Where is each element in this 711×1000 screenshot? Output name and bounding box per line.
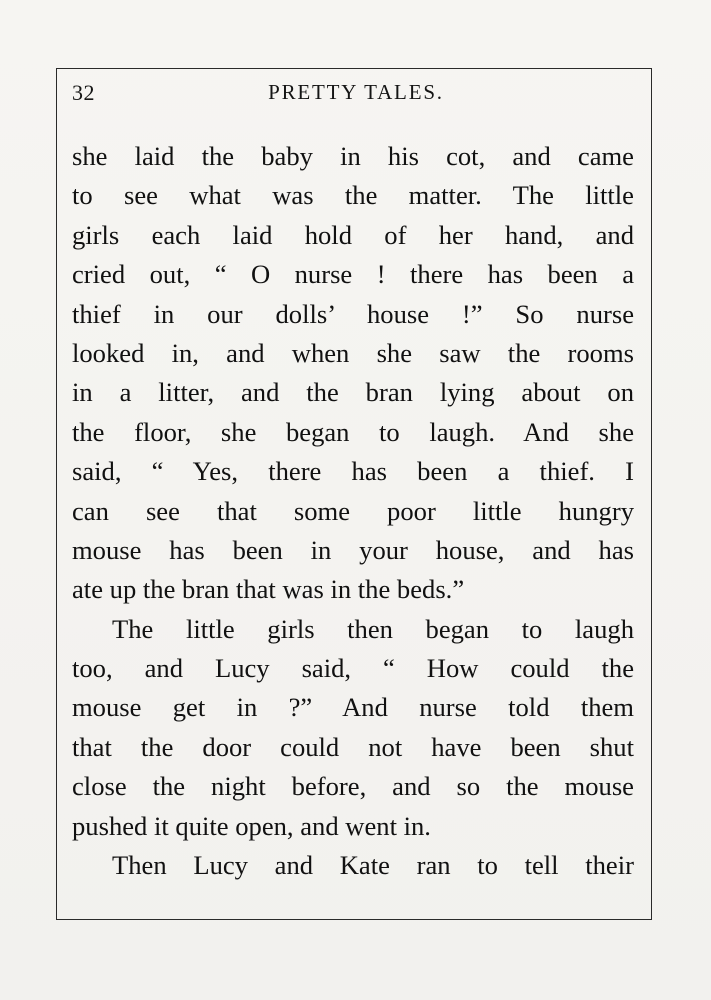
text-line-15: mouse get in ?” And nurse told them	[72, 692, 634, 723]
text-line-14: too, and Lucy said, “ How could the	[72, 653, 634, 684]
text-line-9: said, “ Yes, there has been a thief. I	[72, 456, 634, 487]
text-line-19: Then Lucy and Kate ran to tell their	[112, 850, 634, 881]
text-line-3: girls each laid hold of her hand, and	[72, 219, 634, 250]
page-header	[72, 80, 640, 112]
body-text	[72, 137, 634, 885]
text-line-8: the floor, she began to laugh. And she	[72, 416, 634, 447]
text-line-12: ate up the bran that was in the beds.”	[72, 574, 465, 605]
text-line-17: close the night before, and so the mouse	[72, 771, 634, 802]
text-line-5: thief in our dolls’ house !” So nurse	[72, 298, 634, 329]
text-line-6: looked in, and when she saw the rooms	[72, 337, 634, 368]
text-line-2: to see what was the matter. The little	[72, 180, 634, 211]
text-line-1: she laid the baby in his cot, and came	[72, 141, 634, 171]
page-number: 32	[72, 80, 95, 105]
text-line-10: can see that some poor little hungry	[72, 495, 634, 526]
text-line-4: cried out, “ O nurse ! there has been a	[72, 259, 634, 290]
text-line-7: in a litter, and the bran lying about on	[72, 377, 634, 408]
text-line-16: that the door could not have been shut	[72, 731, 634, 762]
running-head: PRETTY TALES.	[268, 80, 444, 104]
text-line-18: pushed it quite open, and went in.	[72, 810, 431, 841]
text-line-11: mouse has been in your house, and has	[72, 534, 634, 565]
text-line-13: The little girls then began to laugh	[112, 613, 634, 644]
